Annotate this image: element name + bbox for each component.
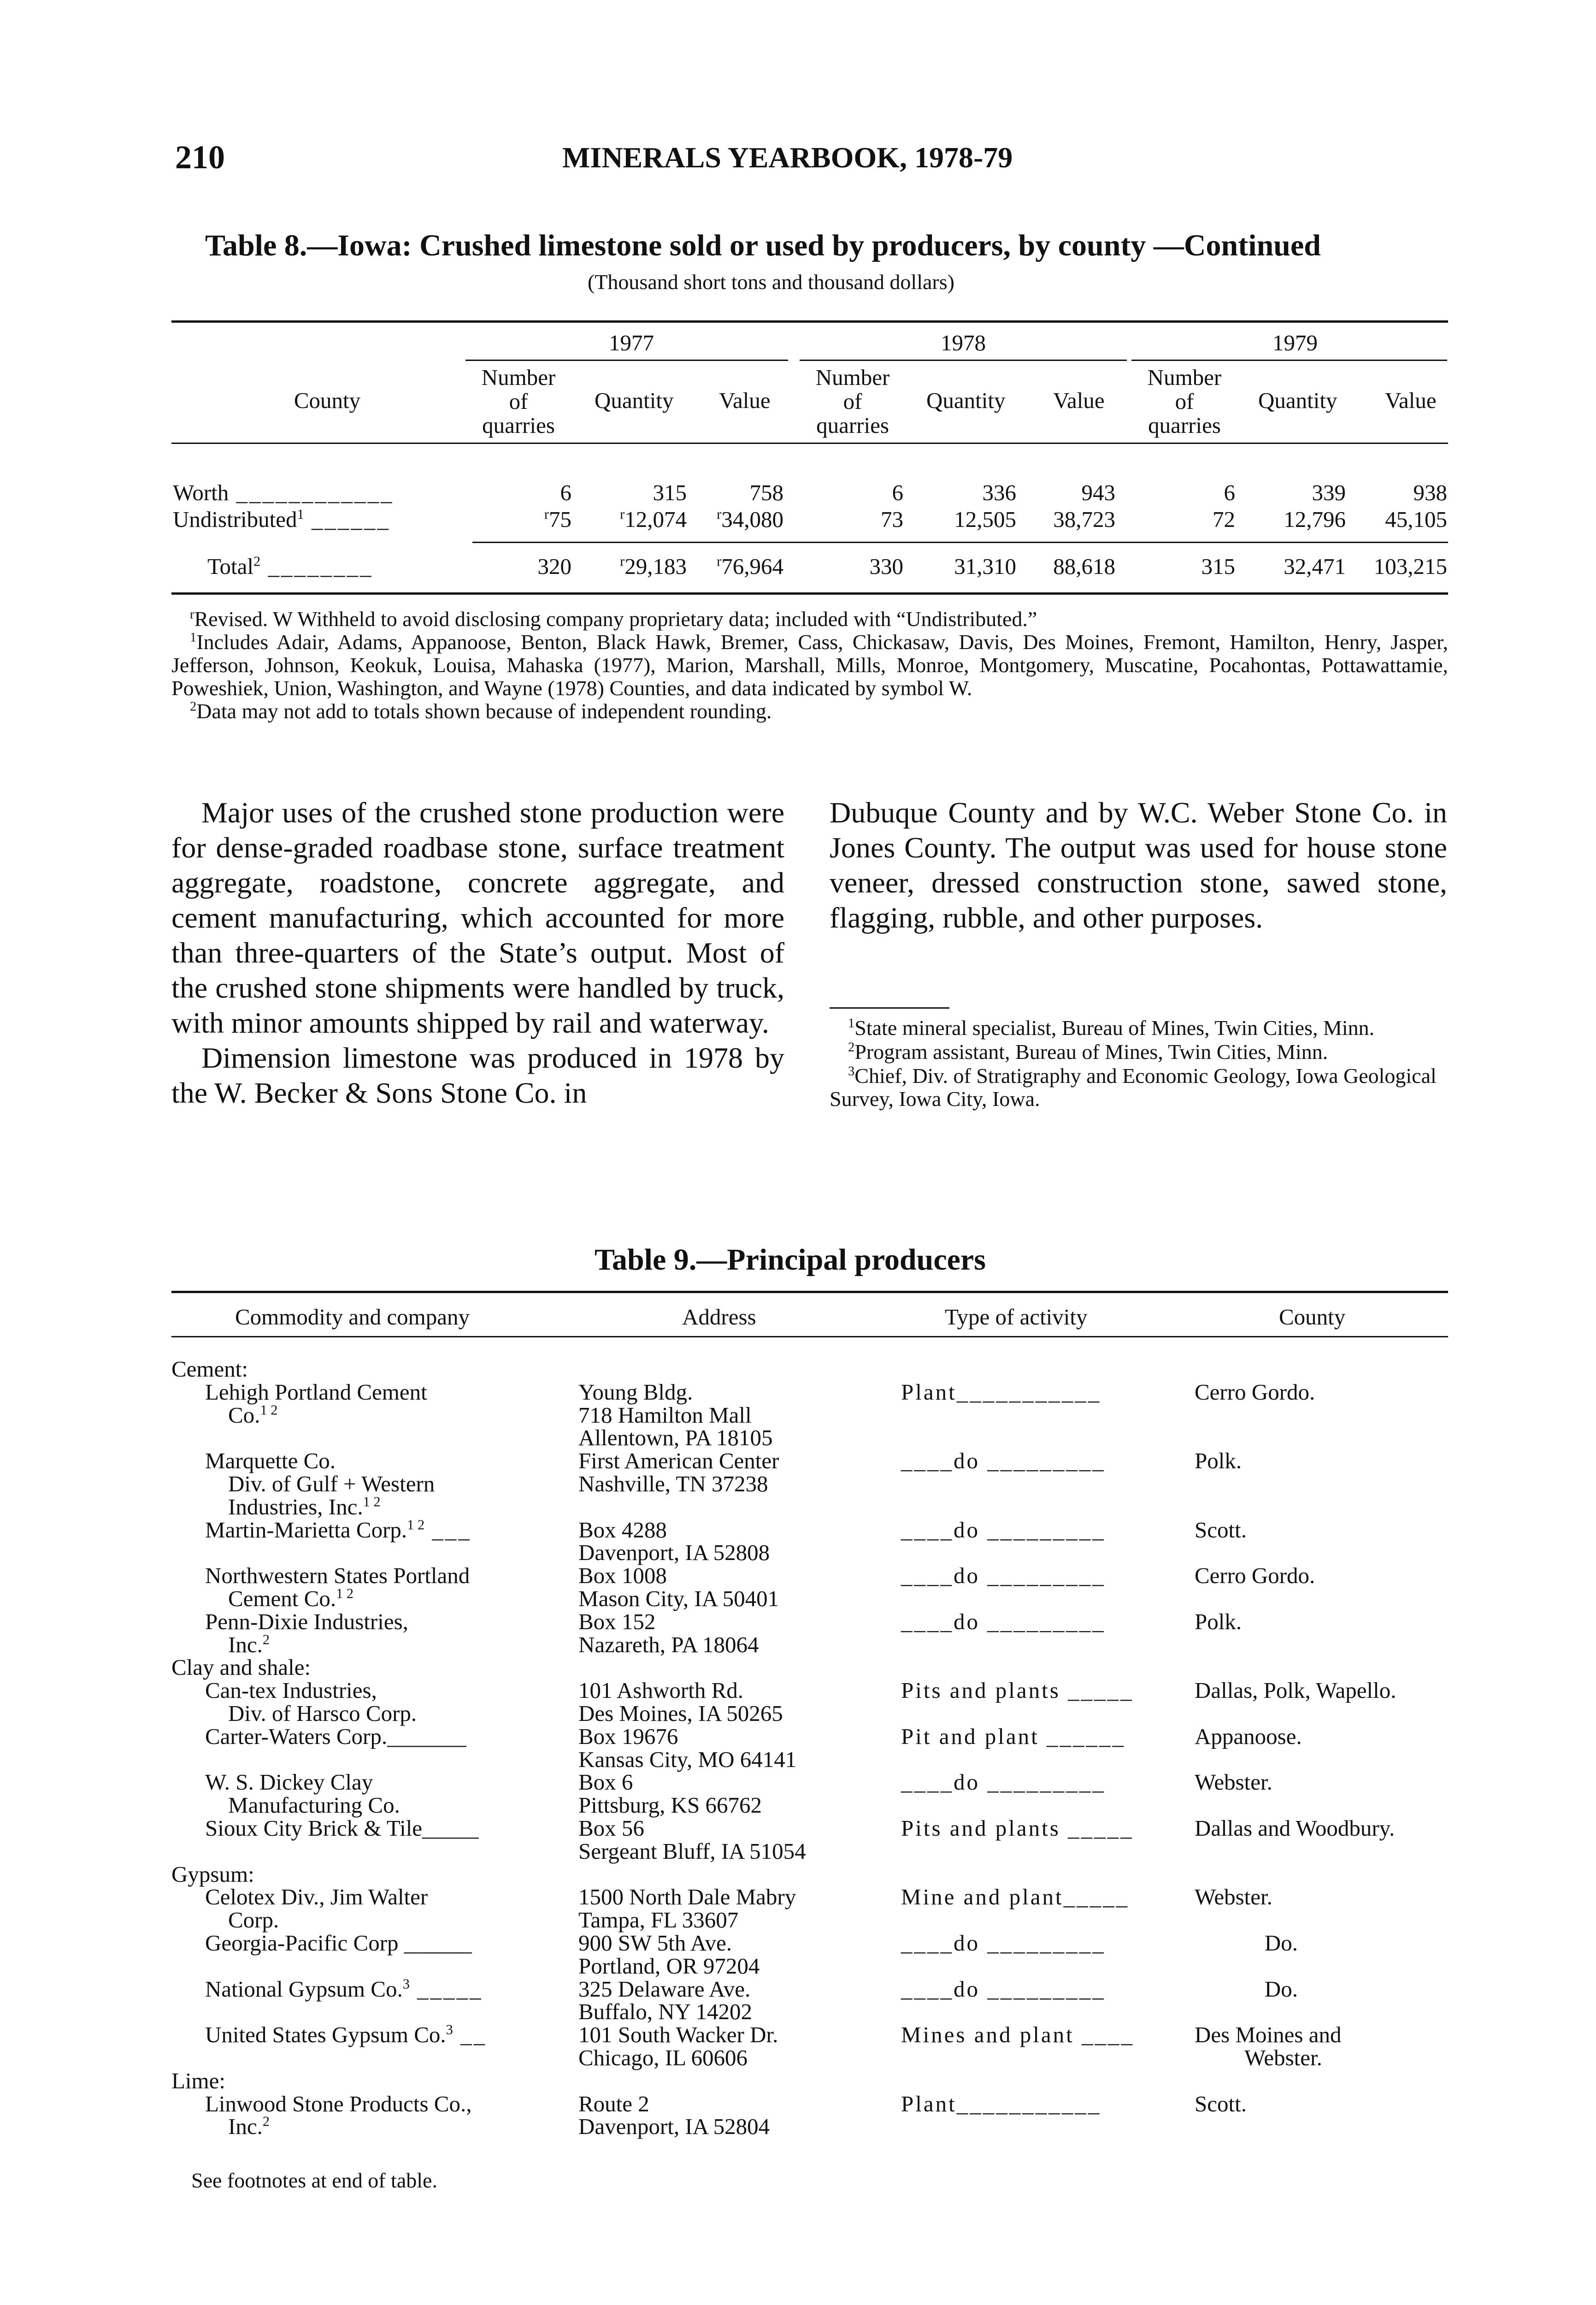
- body-left-column: [171, 795, 784, 1111]
- footnote-text: Data may not add to totals shown because of independent rounding.: [196, 699, 772, 723]
- col-value: Value: [1385, 388, 1437, 413]
- value-text: 76,964: [721, 554, 783, 579]
- table9-county: Do.: [1264, 1976, 1298, 2002]
- table9-address: 1500 North Dale Mabry: [578, 1884, 796, 1909]
- footnote-text: Includes Adair, Adams, Appanoose, Benton, Black Hawk, Bremer, Cass, Chickasaw, Davis, Des Moines, Fremont, Hamilton, Henry, Jasper, Jefferson, Johnson, Keokuk, Louisa, Mahaska (1977), Marion, Marshall, Mills, Monroe, Montgomery, Muscatine, Pocahontas, Pottawattamie, Poweshiek, Union, Washington, and Wayne (1978) Counties, and data indicated by symbol W.: [171, 630, 1448, 700]
- table8-footnote: [171, 700, 1448, 723]
- company-text: Clay and shale:: [171, 1655, 311, 1680]
- col-quantity: Quantity: [595, 388, 674, 413]
- table9-company: [205, 1381, 427, 1404]
- footnote-mark: 3: [402, 1976, 410, 1992]
- table9-company: [205, 1771, 373, 1794]
- footnote-mark: 1 2: [336, 1585, 354, 1602]
- table9-activity: ____do _________: [901, 1609, 1106, 1634]
- table9-address: Tampa, FL 33607: [578, 1907, 739, 1933]
- table9-company: [205, 1978, 483, 2001]
- year-header: 1977: [609, 330, 654, 355]
- table9-activity: Pits and plants _____: [901, 1678, 1134, 1703]
- table8-value: 315: [1201, 554, 1235, 579]
- leader-dots: ___: [424, 1517, 471, 1543]
- table9-company: [205, 1564, 470, 1587]
- county-name: Undistributed: [173, 507, 297, 532]
- table9-address: Nazareth, PA 18064: [578, 1632, 759, 1657]
- table9-address: Box 56: [578, 1815, 644, 1841]
- table9-address: Buffalo, NY 14202: [578, 1999, 752, 2024]
- company-text: Inc.: [228, 2114, 263, 2139]
- table8-value: 32,471: [1284, 554, 1346, 579]
- table8-bottom-rule: [171, 592, 1448, 595]
- table9-address: Chicago, IL 60606: [578, 2045, 748, 2070]
- table8-value: [717, 553, 783, 579]
- table8-county: [173, 506, 390, 532]
- table9-county: Des Moines and: [1195, 2022, 1342, 2047]
- company-text: Industries, Inc.: [228, 1494, 363, 1519]
- table8-value: 72: [1213, 507, 1235, 532]
- table8-footnote: [171, 608, 1448, 631]
- table8-footnote: [171, 631, 1448, 700]
- table9-address: Pittsburg, KS 66762: [578, 1792, 762, 1818]
- table9-address: Nashville, TN 37238: [578, 1471, 768, 1496]
- company-text: Can-tex Industries,: [205, 1678, 377, 1703]
- company-text: Linwood Stone Products Co.,: [205, 2091, 472, 2116]
- table8-value: 45,105: [1385, 507, 1447, 532]
- table9-note: See footnotes at end of table.: [191, 2169, 437, 2192]
- revised-mark: r: [620, 506, 625, 522]
- company-text: Penn-Dixie Industries,: [205, 1609, 408, 1634]
- footnote-mark: 1: [190, 630, 197, 645]
- table8-value: 938: [1413, 480, 1447, 505]
- table9-county: Webster.: [1195, 1884, 1272, 1909]
- footnote-mark: 3: [848, 1064, 855, 1079]
- table8-value: 6: [892, 480, 903, 505]
- table9-company: [205, 1817, 479, 1840]
- company-text: Lehigh Portland Cement: [205, 1379, 427, 1405]
- table9-category: [171, 2069, 225, 2092]
- table9-address: 101 South Wacker Dr.: [578, 2022, 778, 2047]
- author-note: [830, 1017, 1447, 1040]
- col-number-word: quarries: [816, 413, 889, 438]
- footnote-mark: 1 2: [260, 1402, 278, 1418]
- table9-activity: Pit and plant ______: [901, 1724, 1125, 1749]
- table9-company: [205, 1725, 466, 1748]
- col-number-word: of: [1175, 389, 1194, 414]
- table9-company: [228, 1472, 435, 1495]
- paragraph: Dimension limestone was produced in 1978 by the W. Becker & Sons Stone Co. in: [171, 1041, 784, 1109]
- table9-county: Cerro Gordo.: [1195, 1563, 1315, 1588]
- company-text: Celotex Div., Jim Walter: [205, 1884, 428, 1909]
- revised-mark: r: [544, 506, 549, 522]
- table9-col-commodity: Commodity and company: [235, 1304, 470, 1330]
- footnote-mark: r: [190, 607, 194, 622]
- leader-dots: ______: [304, 507, 390, 532]
- table9-activity: ____do _________: [901, 1448, 1106, 1473]
- table9-address: Young Bldg.: [578, 1379, 693, 1405]
- author-note-text: State mineral specialist, Bureau of Mines, Twin Cities, Minn.: [854, 1016, 1375, 1040]
- county-name: Worth: [173, 480, 229, 505]
- table8-header-rule: [171, 443, 1448, 444]
- table8-value: [620, 553, 687, 579]
- table9-address: Box 1008: [578, 1563, 667, 1588]
- table9-company: [205, 1885, 428, 1909]
- table9-address: Kansas City, MO 64141: [578, 1747, 797, 1772]
- paragraph: Dubuque County and by W.C. Weber Stone Co. in Jones County. The output was used for house stone veneer, dressed construction stone, sawed stone, flagging, rubble, and other purposes.: [830, 796, 1447, 934]
- table9-address: 900 SW 5th Ave.: [578, 1930, 732, 1956]
- table9-company: [228, 1495, 381, 1519]
- footnote-text: Revised. W Withheld to avoid disclosing company proprietary data; included with “Undistributed.”: [194, 607, 1037, 631]
- table8-value: 6: [560, 480, 571, 505]
- table9-col-activity: Type of activity: [945, 1304, 1088, 1330]
- revised-mark: r: [717, 506, 722, 522]
- table9-address: Box 6: [578, 1769, 633, 1795]
- year-rule: [465, 360, 788, 361]
- table8-value: 943: [1081, 480, 1115, 505]
- county-name: Total: [207, 554, 253, 579]
- leader-dots: _____: [409, 1976, 483, 2002]
- table8-value: 339: [1312, 480, 1346, 505]
- company-text: Marquette Co.: [205, 1448, 336, 1473]
- table9-activity: ____do _________: [901, 1517, 1106, 1543]
- company-text: Georgia-Pacific Corp ______: [205, 1930, 472, 1956]
- table9-activity: Plant___________: [901, 2091, 1101, 2116]
- table9-address: Mason City, IA 50401: [578, 1586, 779, 1611]
- table8-footnotes: [171, 608, 1448, 723]
- table9-address: First American Center: [578, 1448, 779, 1473]
- table9-activity: Mines and plant ____: [901, 2022, 1134, 2047]
- company-text: United States Gypsum Co.: [205, 2022, 446, 2047]
- table9-company: [205, 1679, 377, 1702]
- table8-county: [207, 553, 373, 579]
- table9-address: Davenport, IA 52808: [578, 1540, 770, 1565]
- table9-col-county: County: [1279, 1304, 1346, 1330]
- table9-county: Polk.: [1195, 1448, 1242, 1473]
- table9-county: Webster.: [1244, 2045, 1322, 2070]
- table9-top-rule: [171, 1291, 1448, 1293]
- table9-address: Box 152: [578, 1609, 656, 1634]
- author-note-text: Chief, Div. of Stratigraphy and Economic Geology, Iowa Geological Survey, Iowa City, Iowa.: [830, 1064, 1437, 1111]
- company-text: Co.: [228, 1402, 260, 1428]
- author-notes: [830, 1017, 1447, 1111]
- table9-address: Des Moines, IA 50265: [578, 1701, 783, 1726]
- table9-company: [228, 1587, 353, 1610]
- footnote-mark: 2: [262, 2113, 270, 2129]
- table8-total-rule: [472, 542, 1448, 543]
- company-text: Lime:: [171, 2068, 226, 2093]
- page-number: 210: [175, 139, 225, 176]
- table8-value: 31,310: [954, 554, 1016, 579]
- table9-company: [205, 2092, 471, 2116]
- table9-address: Allentown, PA 18105: [578, 1425, 773, 1450]
- table9-county: Polk.: [1195, 1609, 1242, 1634]
- table9-activity: Plant___________: [901, 1379, 1101, 1405]
- table8-value: [620, 506, 687, 532]
- leader-dots: ________: [260, 554, 373, 579]
- value-text: 75: [549, 507, 571, 532]
- table9-activity: ____do _________: [901, 1930, 1106, 1956]
- table9-address: Route 2: [578, 2091, 649, 2116]
- paragraph: Major uses of the crushed stone production were for dense-graded roadbase stone, surface treatment aggregate, roadstone, concrete aggregate, and cement manufacturing, which accounted for more than three-quarters of the State’s output. Most of the crushed stone shipments were handled by truck, with minor amounts shipped by rail and waterway.: [171, 796, 784, 1039]
- leader-dots: ____________: [229, 480, 394, 505]
- col-number-word: quarries: [1148, 413, 1221, 438]
- leader-dots: __: [453, 2022, 487, 2047]
- table8-value: 103,215: [1373, 554, 1447, 579]
- table9-company: [205, 1932, 472, 1955]
- table9-county: Scott.: [1195, 1517, 1247, 1543]
- table9-company: [228, 1794, 400, 1817]
- table9-county: Webster.: [1195, 1769, 1272, 1795]
- value-text: 34,080: [721, 507, 783, 532]
- table9-address: 101 Ashworth Rd.: [578, 1678, 744, 1703]
- table9-address: 325 Delaware Ave.: [578, 1976, 751, 2002]
- company-text: Martin-Marietta Corp.: [205, 1517, 407, 1543]
- col-number-word: quarries: [482, 413, 555, 438]
- company-text: Carter-Waters Corp._______: [205, 1724, 466, 1749]
- footnote-mark: 1 2: [407, 1517, 425, 1533]
- table9-company: [205, 1519, 471, 1542]
- author-note-text: Program assistant, Bureau of Mines, Twin Cities, Minn.: [854, 1040, 1328, 1064]
- table8-subtitle: (Thousand short tons and thousand dollars): [588, 270, 954, 294]
- col-value: Value: [719, 388, 771, 413]
- year-rule: [800, 360, 1127, 361]
- author-note: [830, 1040, 1447, 1064]
- col-number-of-quarries: [465, 366, 571, 437]
- table9-address: Box 4288: [578, 1517, 667, 1543]
- col-quantity: Quantity: [926, 388, 1006, 413]
- table8-county: [173, 479, 394, 506]
- footnote-mark: 2: [190, 699, 197, 714]
- table8-value: 330: [869, 554, 903, 579]
- company-text: Corp.: [228, 1907, 279, 1933]
- table9-address: Davenport, IA 52804: [578, 2114, 770, 2139]
- company-text: National Gypsum Co.: [205, 1976, 403, 2002]
- footnote-mark: 1 2: [363, 1494, 381, 1510]
- company-text: Cement:: [171, 1356, 248, 1382]
- footnote-mark: 1: [848, 1016, 855, 1031]
- table8-value: 336: [982, 480, 1016, 505]
- table9-address: Portland, OR 97204: [578, 1953, 760, 1979]
- table8-top-rule: [171, 320, 1448, 323]
- author-note-rule: [830, 1007, 949, 1009]
- table8-value: 73: [881, 507, 903, 532]
- company-text: W. S. Dickey Clay: [205, 1769, 373, 1795]
- value-text: 29,183: [624, 554, 687, 579]
- table9-category: [171, 1358, 248, 1381]
- table9-col-address: Address: [682, 1304, 756, 1330]
- table8-value: 88,618: [1053, 554, 1115, 579]
- table9-activity: Pits and plants _____: [901, 1815, 1134, 1841]
- col-quantity: Quantity: [1258, 388, 1337, 413]
- table9-company: [228, 1633, 270, 1656]
- body-right-column: [830, 795, 1447, 935]
- table9-activity: ____do _________: [901, 1769, 1106, 1795]
- table9-company: [228, 2115, 270, 2138]
- table8-value: 315: [653, 480, 687, 505]
- col-number-word: of: [509, 389, 528, 414]
- footnote-mark: 2: [253, 553, 261, 569]
- table9-company: [228, 1702, 417, 1725]
- table9-county: Dallas and Woodbury.: [1195, 1815, 1395, 1841]
- year-header: 1979: [1272, 330, 1318, 355]
- footnote-mark: 1: [297, 506, 304, 522]
- table8-value: 12,796: [1284, 507, 1346, 532]
- table9-category: [171, 1863, 254, 1886]
- table8-value: 38,723: [1053, 507, 1115, 532]
- table9-category: [171, 1656, 311, 1679]
- company-text: Sioux City Brick & Tile_____: [205, 1815, 479, 1841]
- table8-value: 6: [1224, 480, 1235, 505]
- footnote-mark: 2: [262, 1631, 270, 1648]
- table9-county: Appanoose.: [1195, 1724, 1302, 1749]
- table9-address: 718 Hamilton Mall: [578, 1402, 752, 1428]
- table9-header-rule: [171, 1336, 1448, 1337]
- table9-company: [205, 2023, 487, 2046]
- table9-activity: ____do _________: [901, 1563, 1106, 1588]
- table9-county: Do.: [1264, 1930, 1298, 1956]
- col-number-word: of: [843, 389, 862, 414]
- table9-activity: Mine and plant_____: [901, 1884, 1130, 1909]
- company-text: Div. of Harsco Corp.: [228, 1701, 417, 1726]
- footnote-mark: 2: [848, 1040, 855, 1055]
- revised-mark: r: [717, 553, 722, 569]
- revised-mark: r: [620, 553, 625, 569]
- col-number-word: Number: [815, 365, 890, 390]
- company-text: Northwestern States Portland: [205, 1563, 470, 1588]
- col-value: Value: [1053, 388, 1105, 413]
- col-number-word: Number: [481, 365, 556, 390]
- col-county: County: [294, 388, 361, 413]
- col-number-of-quarries: [1131, 366, 1237, 437]
- company-text: Inc.: [228, 1632, 263, 1657]
- col-number-word: Number: [1147, 365, 1222, 390]
- footnote-mark: 3: [446, 2021, 453, 2038]
- table8-value: 12,505: [954, 507, 1016, 532]
- value-text: 12,074: [624, 507, 687, 532]
- table9-activity: ____do _________: [901, 1976, 1106, 2002]
- company-text: Gypsum:: [171, 1862, 254, 1887]
- table9-title: Table 9.—Principal producers: [595, 1243, 986, 1277]
- table8-title: Table 8.—Iowa: Crushed limestone sold or used by producers, by county —Continued: [205, 229, 1321, 262]
- col-number-of-quarries: [800, 366, 906, 437]
- table9-county: Cerro Gordo.: [1195, 1379, 1315, 1405]
- table9-county: Scott.: [1195, 2091, 1247, 2116]
- table9-address: Box 19676: [578, 1724, 678, 1749]
- table9-county: Dallas, Polk, Wapello.: [1195, 1678, 1396, 1703]
- table8-value: [544, 506, 571, 532]
- table9-company: [205, 1610, 408, 1633]
- table8-value: 320: [537, 554, 571, 579]
- table9-company: [228, 1909, 279, 1932]
- running-title: MINERALS YEARBOOK, 1978-79: [562, 141, 1013, 174]
- table9-address: Sergeant Bluff, IA 51054: [578, 1838, 806, 1864]
- table9-company: [228, 1404, 277, 1427]
- company-text: Manufacturing Co.: [228, 1792, 400, 1818]
- year-header: 1978: [941, 330, 986, 355]
- year-rule: [1131, 360, 1447, 361]
- table8-value: 758: [749, 480, 783, 505]
- author-note: [830, 1064, 1447, 1111]
- company-text: Div. of Gulf + Western: [228, 1471, 435, 1496]
- company-text: Cement Co.: [228, 1586, 336, 1611]
- table8-value: [717, 506, 783, 532]
- table9-company: [205, 1449, 336, 1472]
